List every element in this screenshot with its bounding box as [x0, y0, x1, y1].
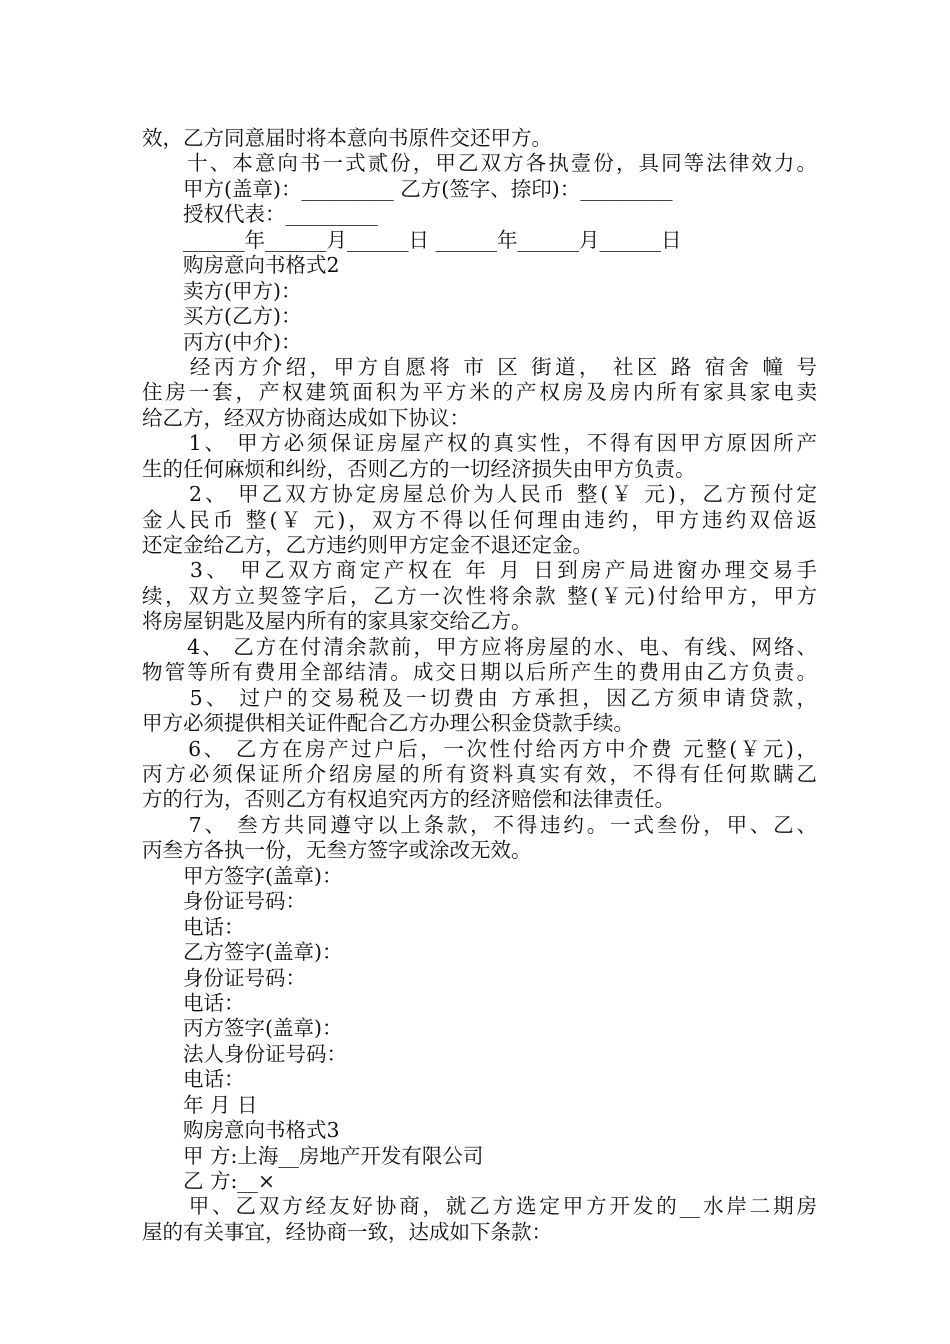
text-line: 5、 过户的交易税及一切费由 方承担，因乙方须申请贷款， [142, 686, 817, 710]
text-line: 2、 甲乙双方协定房屋总价为人民币 整(￥ 元)，乙方预付定 [142, 482, 817, 506]
signature-field: 丙方签字(盖章)： [142, 1016, 343, 1040]
text-line: 物管等所有费用全部结清。成交日期以后所产生的费用由乙方负责。 [142, 660, 817, 684]
text-line: 还定金给乙方，乙方违约则甲方定金不退还定金。 [142, 533, 593, 557]
text-line: 丙方必须保证所介绍房屋的所有资料真实有效，不得有任何欺瞒乙 [142, 762, 817, 786]
text-line: 金人民币 整(￥ 元)，双方不得以任何理由违约，甲方违约双倍返 [142, 508, 817, 532]
text-line: 丙方(中介)： [142, 330, 302, 354]
section-heading: 购房意向书格式3 [142, 1118, 340, 1142]
text-line: 将房屋钥匙及屋内所有的家具家交给乙方。 [142, 609, 532, 633]
text-line: 授权代表：_________ [142, 202, 378, 226]
text-line: 续，双方立契签字后，乙方一次性将余款 整(￥元)付给甲方，甲方 [142, 584, 817, 608]
signature-field: 法人身份证号码： [142, 1042, 347, 1066]
text-line: 3、 甲乙双方商定产权在 年 月 日到房产局进窗办理交易手 [142, 558, 817, 582]
text-line: 经丙方介绍，甲方自愿将 市 区 街道， 社区 路 宿舍 幢 号 [142, 355, 817, 379]
text-line: 生的任何麻烦和纠纷，否则乙方的一切经济损失由甲方负责。 [142, 457, 696, 481]
text-line: 甲、乙双方经友好协商，就乙方选定甲方开发的__水岸二期房 [142, 1194, 817, 1218]
text-line: ______年______月______日 ______年______月______日 [142, 228, 682, 252]
signature-field: 电话： [142, 991, 245, 1015]
text-line: 6、 乙方在房产过户后，一次性付给丙方中介费 元整(￥元)， [142, 737, 817, 761]
text-line: 丙叁方各执一份，无叁方签字或涂改无效。 [142, 838, 532, 862]
text-line: 乙 方:__× [142, 1169, 276, 1193]
text-line: 十、本意向书一式贰份，甲乙双方各执壹份，具同等法律效力。 [142, 151, 817, 175]
text-line: 住房一套，产权建筑面积为平方米的产权房及房内所有家具家电卖 [142, 380, 817, 404]
text-line: 7、 叁方共同遵守以上条款，不得违约。一式叁份，甲、乙、 [142, 813, 817, 837]
signature-field: 电话： [142, 1067, 245, 1091]
text-line: 卖方(甲方)： [142, 279, 302, 303]
text-line: 效，乙方同意届时将本意向书原件交还甲方。 [142, 126, 552, 150]
text-line: 1、 甲方必须保证房屋产权的真实性，不得有因甲方原因所产 [142, 431, 817, 455]
signature-field: 电话： [142, 915, 245, 939]
signature-field: 身份证号码： [142, 889, 306, 913]
signature-field: 甲方签字(盖章)： [142, 864, 343, 888]
text-line: 给乙方，经双方协商达成如下协议： [142, 406, 470, 430]
text-line: 4、 乙方在付清余款前，甲方应将房屋的水、电、有线、网络、 [142, 635, 817, 659]
text-line: 甲方(盖章)：_________ 乙方(签字、捺印)：_________ [142, 177, 673, 201]
text-line: 方的行为，否则乙方有权追究丙方的经济赔偿和法律责任。 [142, 787, 675, 811]
section-heading: 购房意向书格式2 [142, 253, 340, 277]
signature-field: 身份证号码： [142, 966, 306, 990]
text-line: 屋的有关事宜，经协商一致，达成如下条款： [142, 1220, 552, 1244]
text-line: 甲 方:上海__房地产开发有限公司 [142, 1144, 484, 1168]
signature-field: 乙方签字(盖章)： [142, 940, 343, 964]
text-line: 买方(乙方)： [142, 304, 302, 328]
date-line: 年 月 日 [142, 1093, 258, 1117]
text-line: 甲方必须提供相关证件配合乙方办理公积金贷款手续。 [142, 711, 634, 735]
